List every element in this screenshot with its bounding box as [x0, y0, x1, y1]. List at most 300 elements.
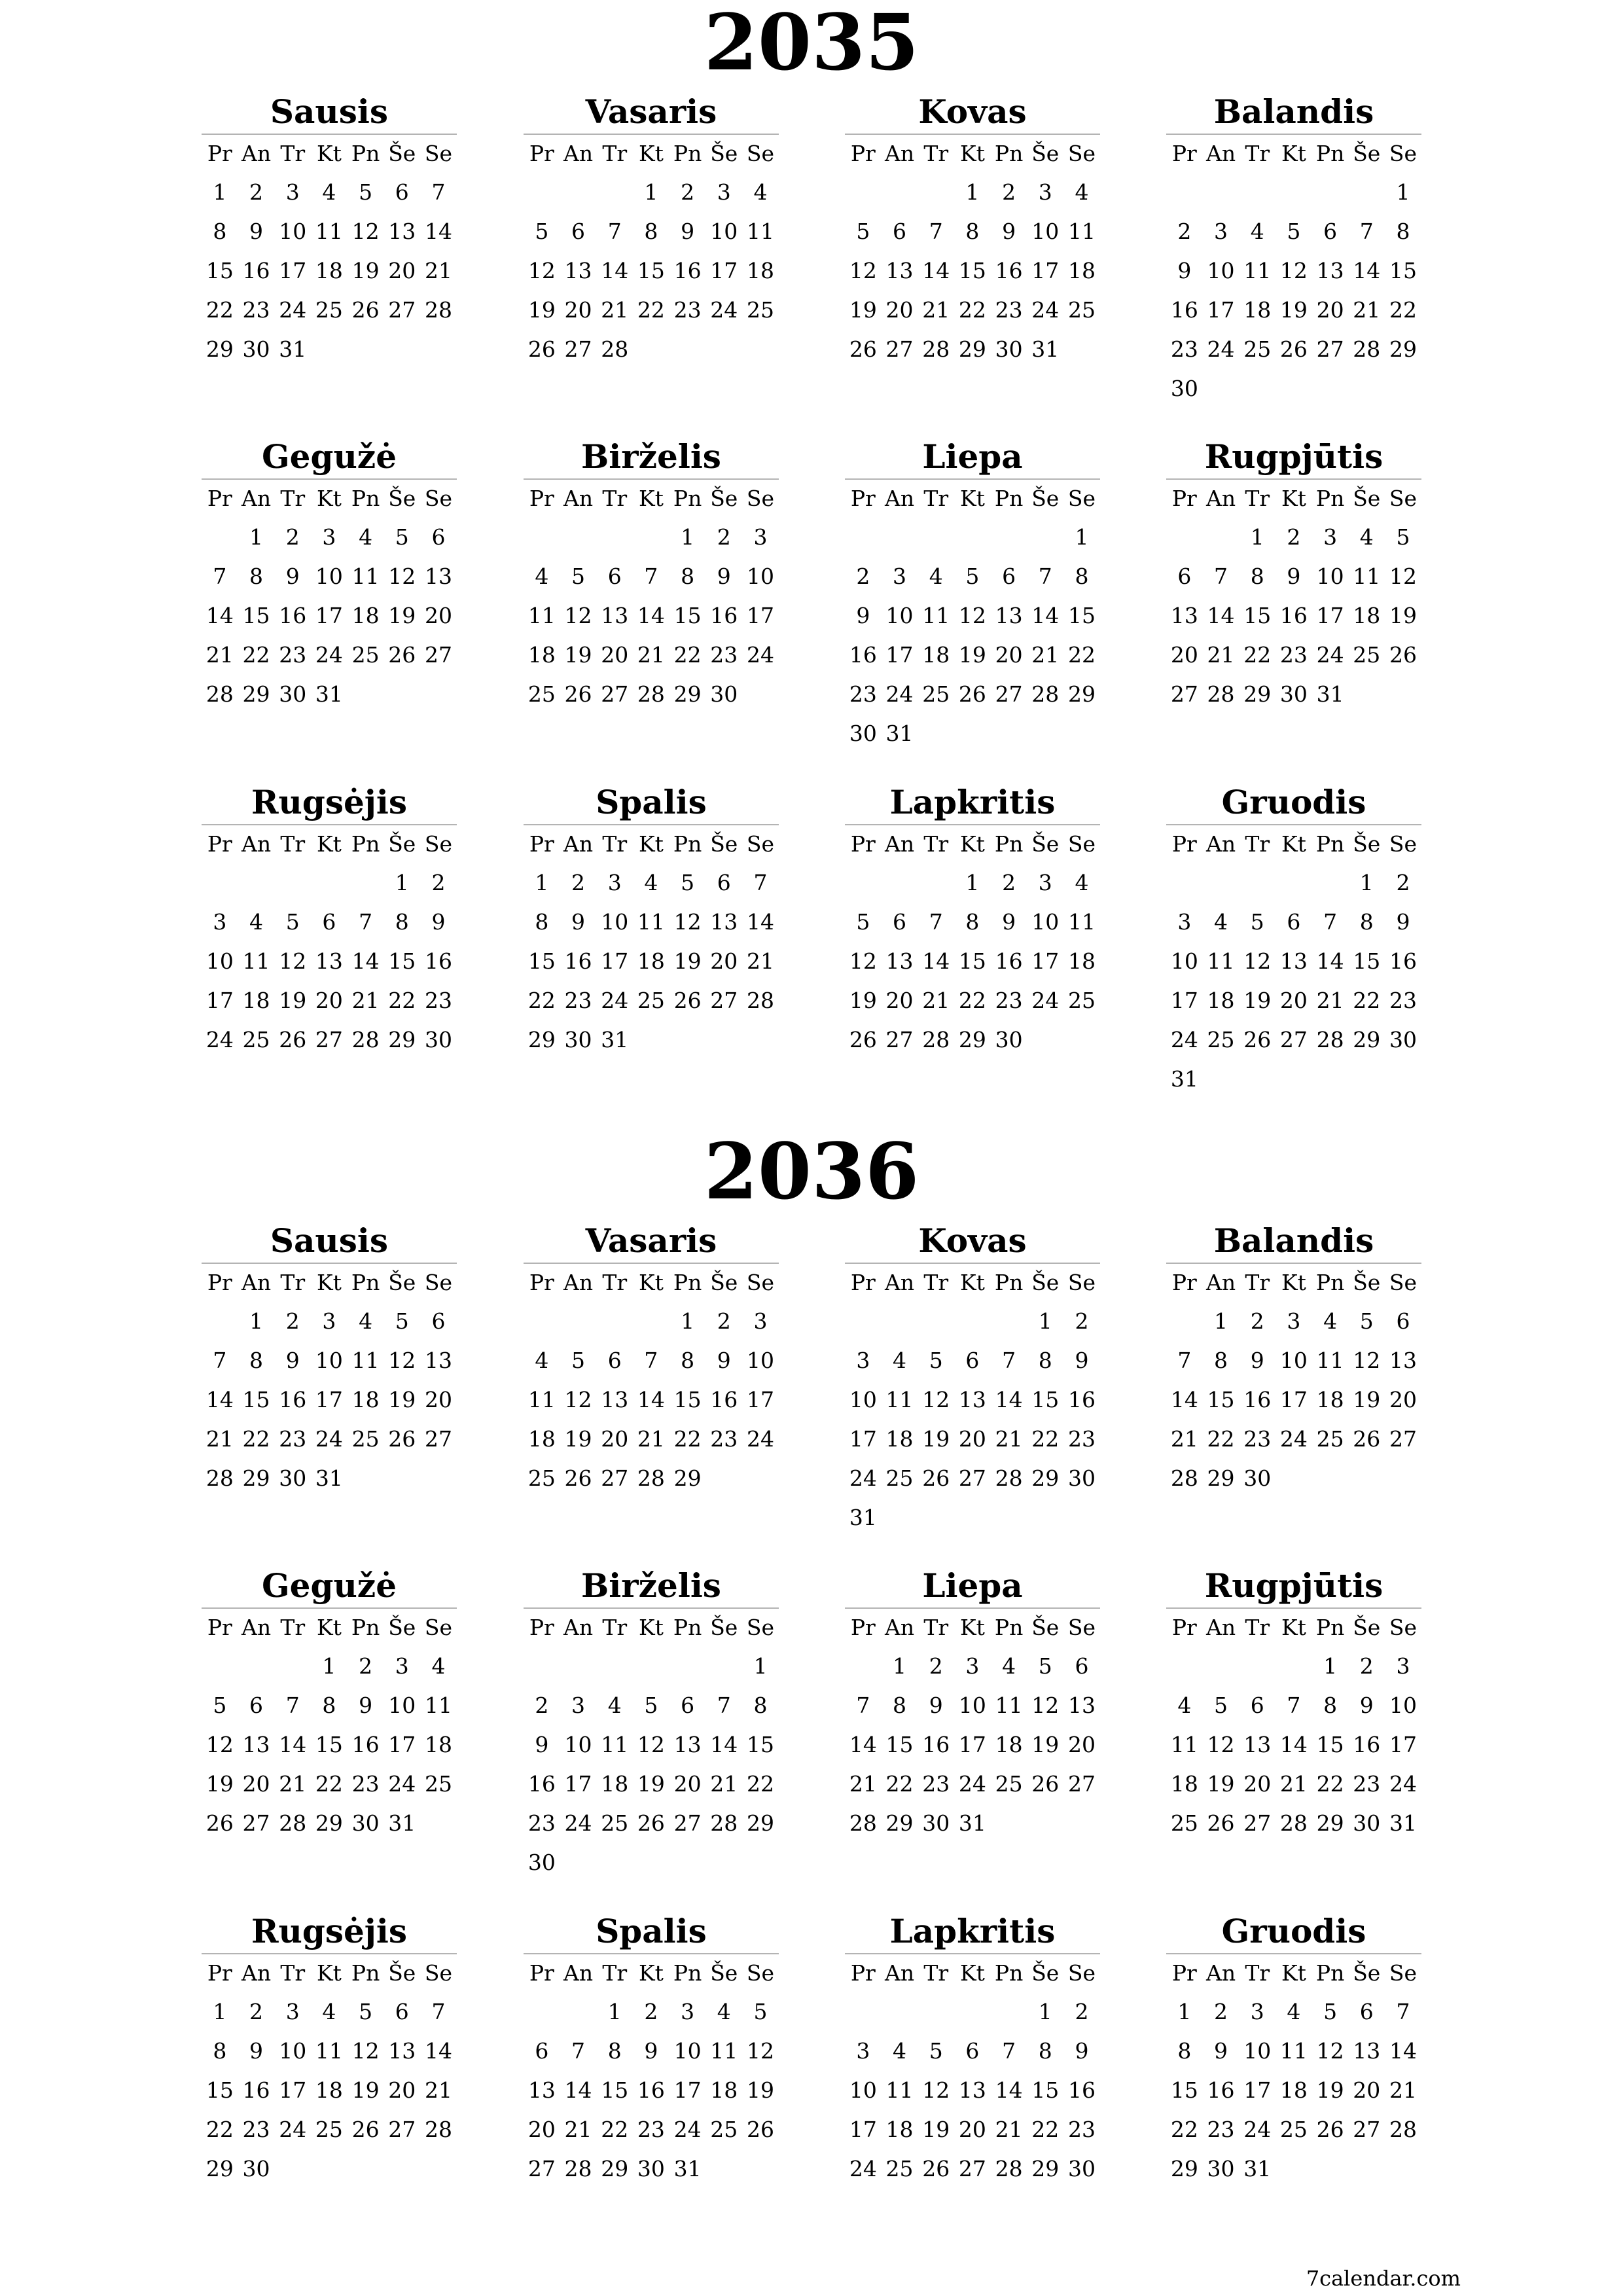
day-number: 15 — [1389, 258, 1417, 283]
day-number: 5 — [395, 524, 409, 550]
day-number: 30 — [1170, 376, 1198, 401]
week-row — [202, 942, 457, 981]
day-number: 28 — [637, 1465, 665, 1491]
day-number: 22 — [205, 2117, 234, 2142]
day-number: 30 — [242, 2156, 270, 2181]
weekday-label: Še — [1353, 1615, 1381, 1640]
day-number: 25 — [424, 1771, 452, 1797]
day-number: 16 — [1243, 1387, 1272, 1412]
day-number: 3 — [395, 1653, 409, 1679]
weekday-label: Se — [424, 831, 453, 857]
empty-day-cell — [1348, 369, 1385, 408]
empty-day-cell — [524, 1302, 560, 1341]
empty-day-cell — [742, 1843, 779, 1882]
empty-day-cell — [348, 1459, 384, 1498]
weekday-label: Pn — [1315, 486, 1345, 511]
day-number: 20 — [315, 988, 343, 1013]
weekday-label: Se — [1389, 1615, 1418, 1640]
day-number: 24 — [958, 1771, 986, 1797]
day-number: 21 — [424, 2077, 452, 2103]
day-number: 22 — [673, 1426, 702, 1452]
day-number: 7 — [753, 870, 768, 895]
day-number: 2 — [1359, 1653, 1374, 1679]
day-number: 14 — [1031, 603, 1060, 628]
day-number: 30 — [995, 1027, 1023, 1052]
day-number: 28 — [424, 2117, 452, 2142]
weekday-header-row — [1166, 1609, 1421, 1647]
day-number: 27 — [1353, 2117, 1381, 2142]
empty-day-cell — [1027, 1804, 1063, 1843]
weekday-header-row — [524, 1609, 779, 1647]
empty-day-cell — [1275, 2149, 1312, 2189]
day-number: 11 — [1353, 564, 1381, 589]
week-row — [524, 212, 779, 251]
day-number: 18 — [1279, 2077, 1308, 2103]
day-number: 12 — [1353, 1348, 1381, 1373]
weekday-label: An — [1205, 831, 1236, 857]
day-number: 4 — [535, 1348, 549, 1373]
day-number: 4 — [1250, 219, 1264, 244]
week-row — [524, 2149, 779, 2189]
weekday-label: Se — [424, 141, 453, 166]
week-row — [202, 596, 457, 636]
day-number: 28 — [1170, 1465, 1198, 1491]
weekday-header-row — [1166, 1954, 1421, 1992]
day-number: 26 — [564, 1465, 592, 1491]
empty-day-cell — [1385, 2149, 1421, 2189]
day-number: 21 — [205, 1426, 234, 1452]
day-number: 4 — [893, 2038, 907, 2064]
day-number: 8 — [893, 1693, 907, 1718]
week-row — [1166, 981, 1421, 1020]
empty-day-cell — [1203, 173, 1240, 212]
empty-day-cell — [1239, 863, 1275, 903]
week-row — [202, 1302, 457, 1341]
day-number: 29 — [1316, 1810, 1344, 1836]
day-number: 13 — [1067, 1693, 1096, 1718]
day-number: 4 — [893, 1348, 907, 1373]
day-number: 10 — [1316, 564, 1344, 589]
day-number: 27 — [995, 681, 1023, 707]
day-number: 13 — [527, 2077, 556, 2103]
day-number: 20 — [1170, 642, 1198, 668]
day-number: 31 — [958, 1810, 986, 1836]
month-block — [524, 781, 779, 1060]
day-number: 7 — [717, 1693, 731, 1718]
day-number: 21 — [601, 297, 629, 323]
day-number: 3 — [213, 909, 227, 935]
day-number: 12 — [1207, 1732, 1235, 1757]
empty-day-cell — [596, 1302, 633, 1341]
day-number: 1 — [681, 1308, 695, 1334]
weekday-label: Tr — [602, 486, 628, 511]
day-number: 22 — [601, 2117, 629, 2142]
day-number: 28 — [922, 336, 950, 362]
day-number: 2 — [431, 870, 446, 895]
day-number: 21 — [710, 1771, 738, 1797]
empty-day-cell — [311, 863, 348, 903]
weekday-header-row — [845, 135, 1100, 173]
day-number: 18 — [1170, 1771, 1198, 1797]
day-number: 25 — [1207, 1027, 1235, 1052]
week-row — [845, 675, 1100, 714]
weekday-header-row — [524, 1264, 779, 1302]
day-number: 9 — [431, 909, 446, 935]
week-row — [1166, 1765, 1421, 1804]
day-number: 6 — [1396, 1308, 1410, 1334]
day-number: 10 — [1207, 258, 1235, 283]
day-number: 24 — [1243, 2117, 1272, 2142]
weekday-label: Kt — [316, 141, 342, 166]
week-row — [845, 173, 1100, 212]
day-number: 22 — [242, 1426, 270, 1452]
day-number: 17 — [315, 603, 343, 628]
day-number: 28 — [1316, 1027, 1344, 1052]
weekday-label: Pr — [1171, 141, 1197, 166]
weekday-label: Pn — [351, 486, 380, 511]
day-number: 26 — [564, 681, 592, 707]
weekday-label: Pn — [351, 1270, 380, 1295]
day-number: 28 — [205, 681, 234, 707]
day-number: 7 — [644, 564, 658, 589]
month-block — [1166, 435, 1421, 714]
day-number: 11 — [885, 2077, 914, 2103]
day-number: 9 — [1250, 1348, 1264, 1373]
week-row — [845, 596, 1100, 636]
week-row — [845, 212, 1100, 251]
month-block — [845, 781, 1100, 1060]
day-number: 25 — [315, 2117, 343, 2142]
day-number: 10 — [279, 2038, 307, 2064]
weekday-label: An — [1205, 1960, 1236, 1986]
day-number: 7 — [1323, 909, 1338, 935]
week-row — [1166, 173, 1421, 212]
day-number: 14 — [746, 909, 774, 935]
week-row — [845, 981, 1100, 1020]
day-number: 12 — [564, 1387, 592, 1412]
empty-day-cell — [882, 1302, 918, 1341]
day-number: 23 — [242, 2117, 270, 2142]
week-row — [524, 636, 779, 675]
day-number: 18 — [1207, 988, 1235, 1013]
weekday-label: Se — [1389, 831, 1418, 857]
day-number: 19 — [351, 258, 380, 283]
empty-day-cell — [560, 1843, 597, 1882]
day-number: 10 — [673, 2038, 702, 2064]
day-number: 17 — [279, 258, 307, 283]
empty-day-cell — [1203, 1647, 1240, 1686]
day-number: 29 — [242, 681, 270, 707]
day-number: 6 — [1177, 564, 1192, 589]
empty-day-cell — [238, 863, 275, 903]
day-number: 11 — [995, 1693, 1023, 1718]
empty-day-cell — [524, 1992, 560, 2032]
week-row — [845, 518, 1100, 557]
day-number: 19 — [1389, 603, 1417, 628]
day-number: 5 — [929, 2038, 943, 2064]
month-name: Spalis — [524, 781, 779, 825]
week-row — [845, 1498, 1100, 1537]
day-number: 5 — [571, 1348, 586, 1373]
day-number: 29 — [527, 1027, 556, 1052]
day-number: 3 — [571, 1693, 586, 1718]
day-number: 1 — [322, 1653, 336, 1679]
day-number: 16 — [1067, 2077, 1096, 2103]
day-number: 30 — [424, 1027, 452, 1052]
weekday-label: Pr — [207, 1615, 232, 1640]
weekday-label: Tr — [1245, 486, 1270, 511]
weekday-label: Pn — [994, 1960, 1024, 1986]
day-number: 4 — [607, 1693, 622, 1718]
day-number: 26 — [746, 2117, 774, 2142]
empty-day-cell — [1027, 714, 1063, 753]
weekday-label: An — [241, 1615, 272, 1640]
day-number: 6 — [571, 219, 586, 244]
day-number: 13 — [1170, 603, 1198, 628]
empty-day-cell — [348, 2149, 384, 2189]
day-number: 23 — [849, 681, 877, 707]
day-number: 11 — [315, 2038, 343, 2064]
day-number: 30 — [242, 336, 270, 362]
day-number: 4 — [753, 179, 768, 205]
week-row — [524, 1843, 779, 1882]
day-number: 19 — [958, 642, 986, 668]
day-number: 15 — [1031, 2077, 1060, 2103]
day-number: 1 — [893, 1653, 907, 1679]
day-number: 12 — [1279, 258, 1308, 283]
day-number: 20 — [1353, 2077, 1381, 2103]
week-row — [1166, 1725, 1421, 1765]
day-number: 29 — [673, 681, 702, 707]
day-number: 23 — [1353, 1771, 1381, 1797]
day-number: 7 — [285, 1693, 300, 1718]
year-title: 2035 — [704, 0, 919, 88]
day-number: 18 — [922, 642, 950, 668]
day-number: 8 — [395, 909, 409, 935]
day-number: 12 — [746, 2038, 774, 2064]
weekday-label: Pr — [850, 141, 876, 166]
day-number: 31 — [849, 1505, 877, 1530]
day-number: 4 — [1177, 1693, 1192, 1718]
day-number: 19 — [922, 1426, 950, 1452]
weekday-label: Tr — [1245, 831, 1270, 857]
month-block — [202, 1564, 457, 1843]
day-number: 20 — [958, 2117, 986, 2142]
day-number: 4 — [359, 524, 373, 550]
week-row — [524, 942, 779, 981]
day-number: 10 — [601, 909, 629, 935]
empty-day-cell — [742, 2149, 779, 2189]
empty-day-cell — [845, 1992, 882, 2032]
weekday-label: Tr — [602, 1615, 628, 1640]
day-number: 25 — [1170, 1810, 1198, 1836]
weekday-label: Pn — [351, 1960, 380, 1986]
day-number: 5 — [1323, 1999, 1338, 2024]
day-number: 26 — [527, 336, 556, 362]
day-number: 21 — [424, 258, 452, 283]
day-number: 14 — [1170, 1387, 1198, 1412]
day-number: 23 — [1207, 2117, 1235, 2142]
day-number: 4 — [322, 1999, 336, 2024]
empty-day-cell — [383, 1459, 420, 1498]
day-number: 20 — [388, 2077, 416, 2103]
week-row — [202, 2071, 457, 2110]
day-number: 4 — [929, 564, 943, 589]
day-number: 6 — [1250, 1693, 1264, 1718]
month-block — [845, 1219, 1100, 1537]
week-row — [1166, 1302, 1421, 1341]
weekday-header-row — [845, 1954, 1100, 1992]
day-number: 9 — [1002, 909, 1016, 935]
day-number: 19 — [1279, 297, 1308, 323]
week-row — [1166, 557, 1421, 596]
empty-day-cell — [918, 1992, 954, 2032]
day-number: 27 — [1170, 681, 1198, 707]
day-number: 12 — [1243, 948, 1272, 974]
day-number: 10 — [1170, 948, 1198, 974]
empty-day-cell — [596, 1647, 633, 1686]
week-row — [1166, 2149, 1421, 2189]
day-number: 24 — [849, 1465, 877, 1491]
day-number: 11 — [1170, 1732, 1198, 1757]
weekday-label: An — [884, 1270, 915, 1295]
day-number: 9 — [1177, 258, 1192, 283]
day-number: 6 — [249, 1693, 264, 1718]
month-name: Rugpjūtis — [1166, 435, 1421, 480]
weekday-label: Pr — [850, 1615, 876, 1640]
day-number: 7 — [213, 1348, 227, 1373]
day-number: 9 — [535, 1732, 549, 1757]
day-number: 11 — [885, 1387, 914, 1412]
day-number: 15 — [242, 1387, 270, 1412]
day-number: 27 — [315, 1027, 343, 1052]
day-number: 7 — [1002, 2038, 1016, 2064]
day-number: 30 — [527, 1850, 556, 1875]
week-row — [524, 1992, 779, 2032]
weekday-label: Se — [1067, 831, 1096, 857]
day-number: 21 — [849, 1771, 877, 1797]
weekday-label: Pn — [994, 1615, 1024, 1640]
day-number: 21 — [922, 988, 950, 1013]
weekday-label: Pn — [1315, 831, 1345, 857]
day-number: 8 — [213, 2038, 227, 2064]
day-number: 24 — [1389, 1771, 1417, 1797]
day-number: 13 — [1316, 258, 1344, 283]
day-number: 20 — [388, 258, 416, 283]
weekday-label: Kt — [638, 1270, 664, 1295]
day-number: 17 — [1316, 603, 1344, 628]
month-block — [1166, 1564, 1421, 1843]
weekday-label: Tr — [923, 1960, 949, 1986]
week-row — [1166, 636, 1421, 675]
day-number: 21 — [637, 642, 665, 668]
day-number: 30 — [279, 681, 307, 707]
week-row — [1166, 863, 1421, 903]
day-number: 12 — [1316, 2038, 1344, 2064]
day-number: 10 — [1031, 219, 1060, 244]
week-row — [845, 1992, 1100, 2032]
day-number: 17 — [564, 1771, 592, 1797]
day-number: 26 — [637, 1810, 665, 1836]
day-number: 1 — [249, 524, 264, 550]
day-number: 27 — [1067, 1771, 1096, 1797]
day-number: 17 — [746, 603, 774, 628]
day-number: 3 — [717, 179, 731, 205]
day-number: 15 — [673, 603, 702, 628]
day-number: 31 — [885, 721, 914, 746]
empty-day-cell — [882, 1992, 918, 2032]
day-number: 26 — [958, 681, 986, 707]
weekday-label: An — [241, 1960, 272, 1986]
weekday-label: Pn — [994, 486, 1024, 511]
day-number: 7 — [1002, 1348, 1016, 1373]
day-number: 27 — [242, 1810, 270, 1836]
day-number: 27 — [424, 1426, 452, 1452]
day-number: 23 — [564, 988, 592, 1013]
month-block — [202, 90, 457, 369]
day-number: 26 — [1207, 1810, 1235, 1836]
day-number: 5 — [753, 1999, 768, 2024]
day-number: 3 — [893, 564, 907, 589]
day-number: 25 — [1067, 297, 1096, 323]
day-number: 3 — [1250, 1999, 1264, 2024]
empty-day-cell — [954, 1992, 991, 2032]
day-number: 24 — [279, 297, 307, 323]
empty-day-cell — [991, 714, 1027, 753]
day-number: 6 — [717, 870, 731, 895]
day-number: 7 — [431, 1999, 446, 2024]
day-number: 5 — [681, 870, 695, 895]
weekday-label: An — [563, 141, 594, 166]
day-number: 26 — [388, 642, 416, 668]
weekday-label: Pr — [529, 1270, 554, 1295]
empty-day-cell — [954, 714, 991, 753]
weekday-label: Pr — [529, 1615, 554, 1640]
day-number: 17 — [205, 988, 234, 1013]
empty-day-cell — [918, 173, 954, 212]
week-row — [202, 1020, 457, 1060]
month-block — [202, 1219, 457, 1498]
day-number: 14 — [849, 1732, 877, 1757]
day-number: 29 — [1031, 2156, 1060, 2181]
day-number: 26 — [1279, 336, 1308, 362]
day-number: 8 — [1075, 564, 1089, 589]
empty-day-cell — [1385, 1060, 1421, 1099]
empty-day-cell — [596, 518, 633, 557]
empty-day-cell — [383, 2149, 420, 2189]
empty-day-cell — [1275, 173, 1312, 212]
week-row — [1166, 251, 1421, 291]
day-number: 1 — [753, 1653, 768, 1679]
weekday-label: Pr — [850, 831, 876, 857]
day-number: 6 — [965, 1348, 980, 1373]
day-number: 15 — [315, 1732, 343, 1757]
day-number: 5 — [1359, 1308, 1374, 1334]
day-number: 15 — [1243, 603, 1272, 628]
week-row — [845, 2032, 1100, 2071]
empty-day-cell — [705, 1020, 742, 1060]
day-number: 22 — [958, 988, 986, 1013]
day-number: 29 — [673, 1465, 702, 1491]
day-number: 25 — [710, 2117, 738, 2142]
weekday-label: Kt — [1281, 486, 1306, 511]
day-number: 20 — [242, 1771, 270, 1797]
day-number: 30 — [995, 336, 1023, 362]
weekday-label: Pr — [850, 486, 876, 511]
day-number: 14 — [995, 1387, 1023, 1412]
day-number: 5 — [359, 179, 373, 205]
day-number: 25 — [746, 297, 774, 323]
